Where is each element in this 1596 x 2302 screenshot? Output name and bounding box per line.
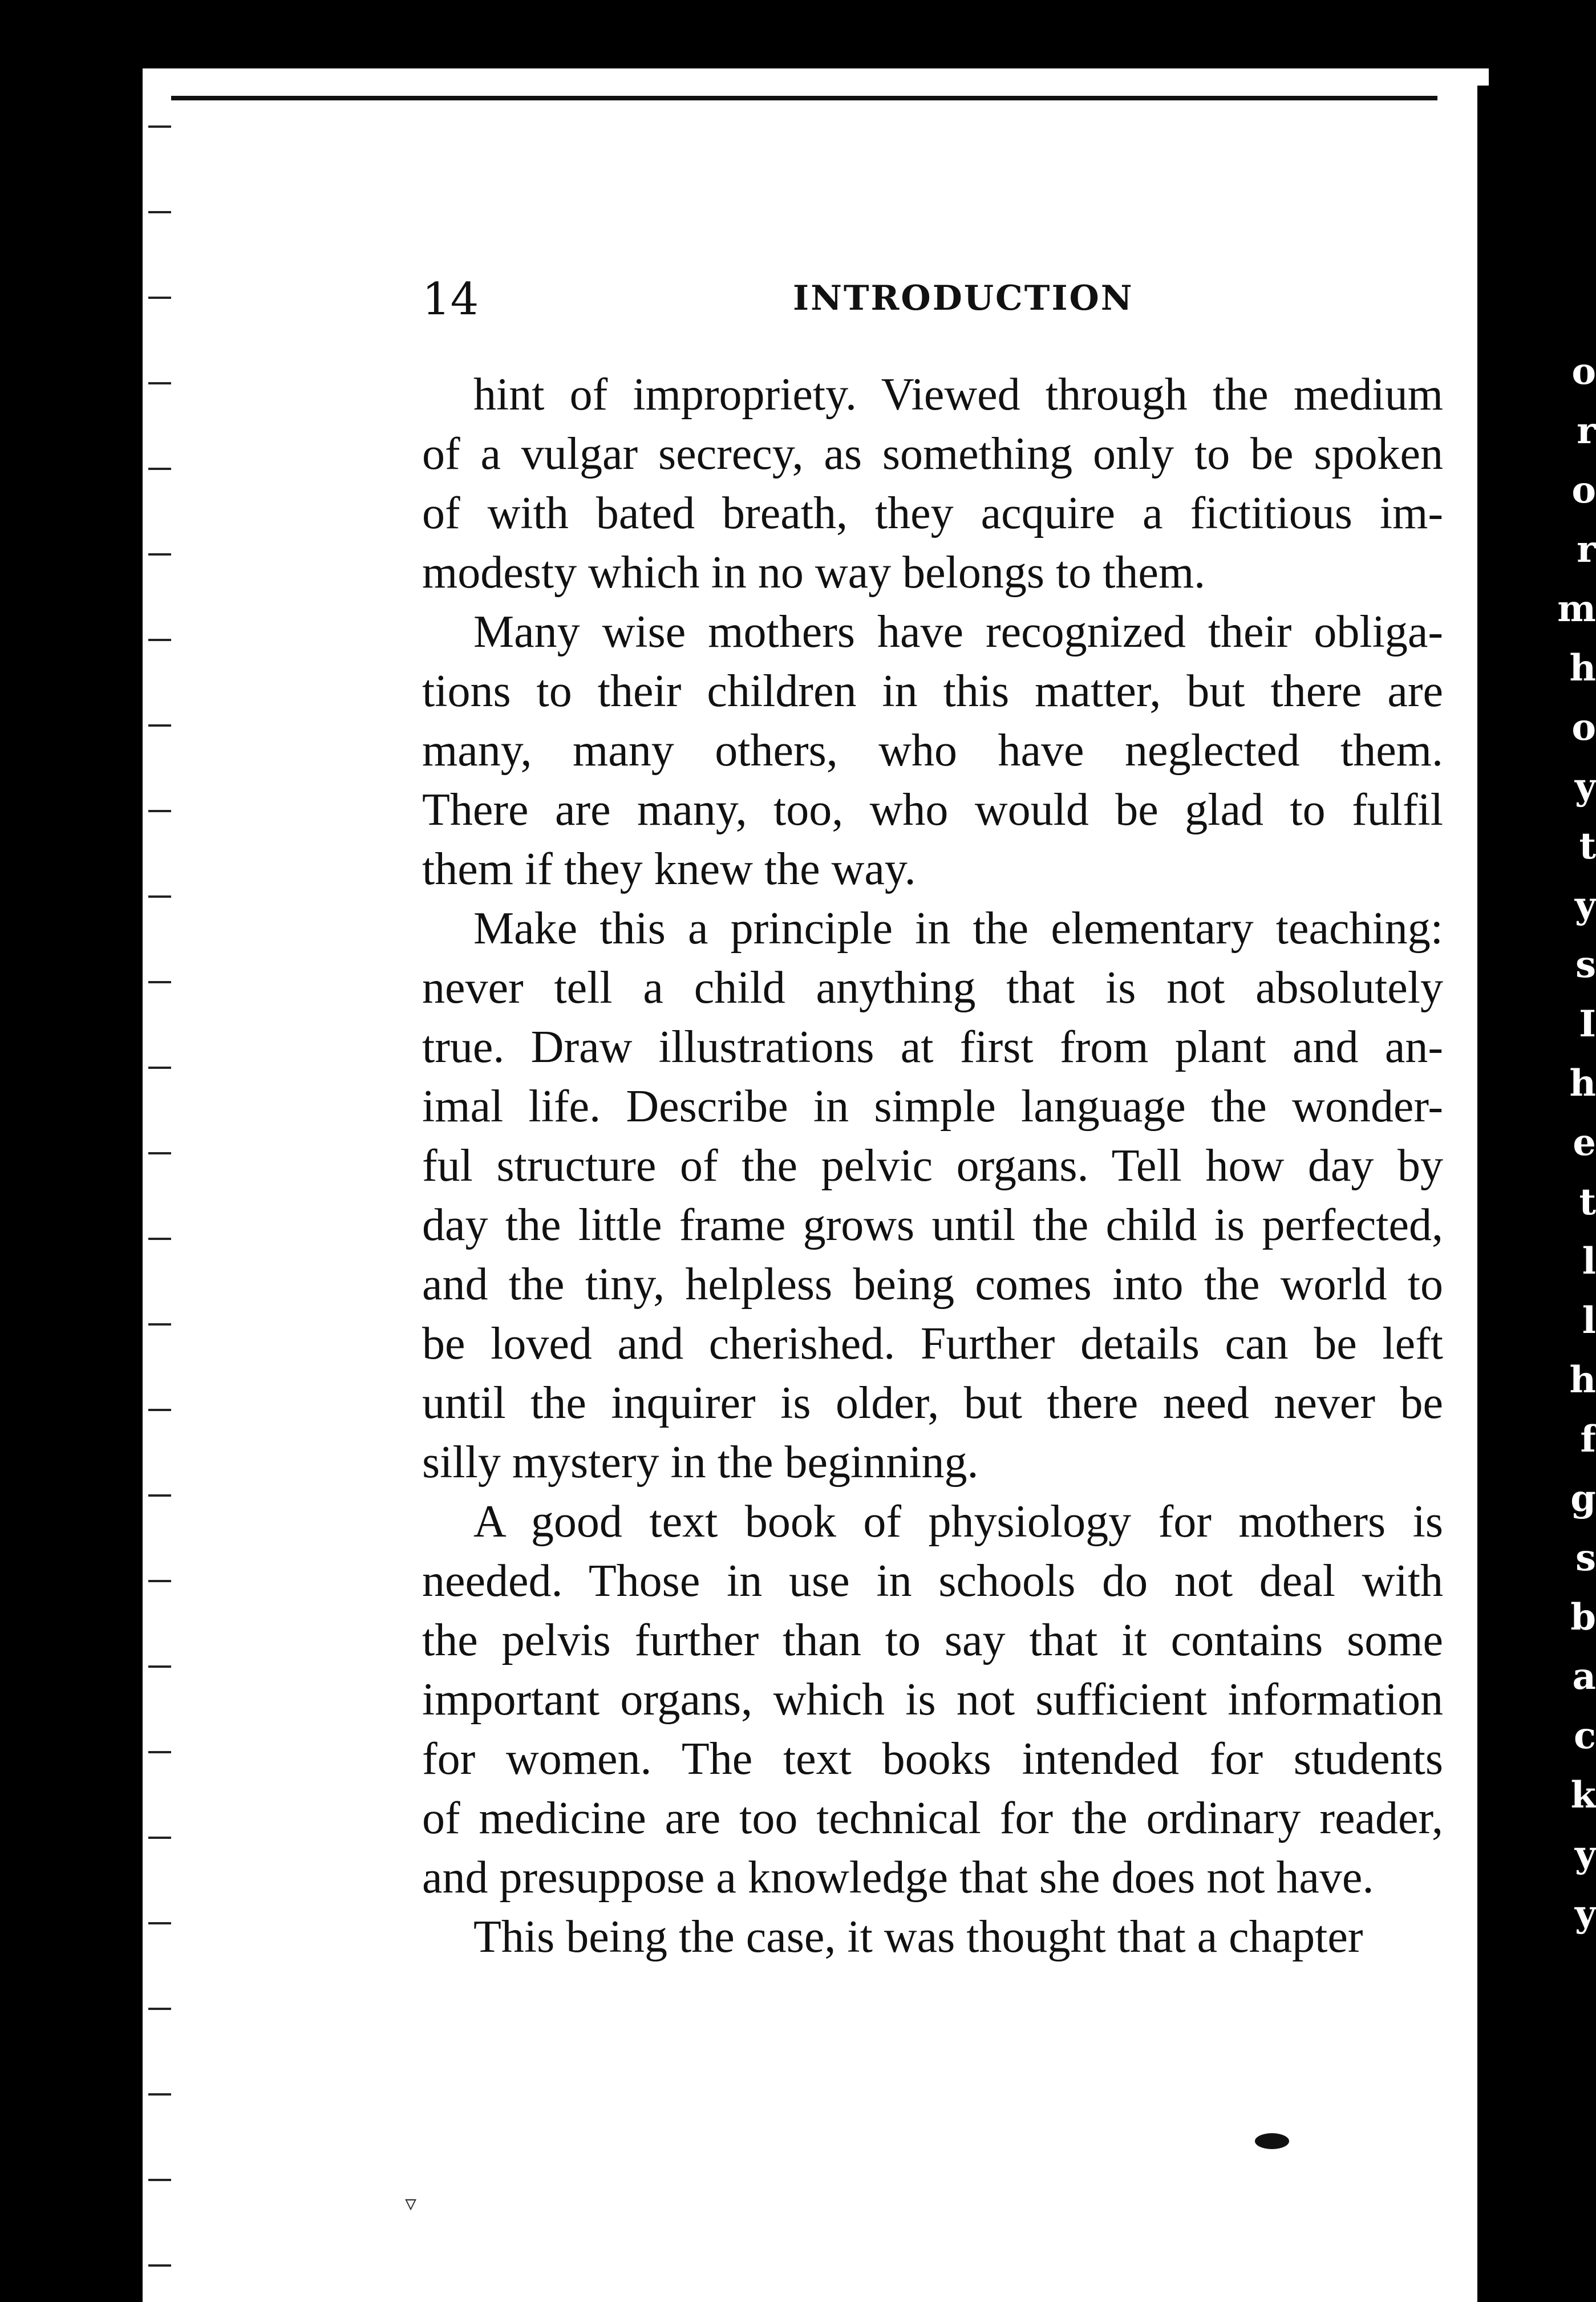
edge-glyph: l	[1582, 1299, 1596, 1342]
text-line: important organs, which is not sufficient information	[422, 1675, 1443, 1725]
edge-glyph: b	[1570, 1596, 1596, 1639]
edge-glyph: l	[1582, 1240, 1596, 1283]
edge-glyph: y	[1574, 1833, 1596, 1876]
edge-glyph: o	[1571, 469, 1596, 512]
edge-glyph: f	[1580, 1418, 1596, 1461]
paragraph	[422, 365, 1443, 602]
paragraph	[422, 1907, 1443, 1967]
edge-glyph: s	[1575, 943, 1596, 986]
ink-blot	[1255, 2133, 1289, 2149]
edge-glyph: y	[1574, 884, 1596, 927]
edge-glyph: s	[1575, 1537, 1596, 1579]
edge-glyph: o	[1571, 706, 1596, 749]
edge-glyph: e	[1573, 1121, 1596, 1164]
edge-glyph: r	[1577, 528, 1596, 571]
edge-glyph: c	[1574, 1715, 1596, 1757]
facing-page-fragments	[1506, 342, 1596, 1944]
text-line: them if they knew the way.	[422, 844, 916, 894]
text-line: of with bated breath, they acquire a fictitious im-	[422, 488, 1443, 538]
text-line: many, many others, who have neglected them.	[422, 726, 1443, 776]
text-line: day the little frame grows until the child is perfected,	[422, 1200, 1443, 1250]
text-line: of medicine are too technical for the ordinary reader,	[422, 1793, 1443, 1843]
text-line: A good text book of physiology for mothers is	[473, 1497, 1443, 1547]
text-line: imal life. Describe in simple language the wonder-	[422, 1081, 1443, 1132]
paragraph	[422, 1492, 1443, 1907]
text-line: true. Draw illustrations at first from plant and an-	[422, 1022, 1443, 1072]
text-line: the pelvis further than to say that it contains some	[422, 1615, 1443, 1665]
paragraph	[422, 899, 1443, 1492]
text-line: Many wise mothers have recognized their obliga-	[473, 607, 1443, 657]
body-text	[422, 365, 1443, 1967]
edge-glyph: t	[1579, 825, 1596, 868]
edge-glyph: h	[1569, 1359, 1596, 1401]
text-line: and the tiny, helpless being comes into the world to	[422, 1259, 1443, 1310]
text-line: modesty which in no way belongs to them.	[422, 548, 1206, 598]
text-line: and presuppose a knowledge that she does not have.	[422, 1853, 1374, 1903]
page-header	[422, 274, 1426, 337]
text-line: tions to their children in this matter, but there are	[422, 666, 1443, 716]
binding-gutter	[148, 91, 171, 2281]
paragraph	[422, 602, 1443, 899]
running-head: INTRODUCTION	[793, 278, 1134, 318]
edge-glyph: y	[1574, 765, 1596, 808]
text-line: Make this a principle in the elementary teaching:	[473, 903, 1443, 954]
page-number: 14	[422, 274, 479, 325]
text-line: of a vulgar secrecy, as something only to be spoken	[422, 429, 1443, 479]
text-line: hint of impropriety. Viewed through the medium	[473, 370, 1443, 420]
text-line: This being the case, it was thought that a chapter	[473, 1912, 1363, 1962]
edge-glyph: h	[1569, 647, 1596, 690]
text-line: for women. The text books intended for students	[422, 1734, 1443, 1784]
page-top-rule	[171, 96, 1437, 100]
edge-glyph: I	[1579, 1003, 1596, 1045]
edge-glyph: m	[1557, 587, 1596, 630]
edge-glyph: k	[1570, 1774, 1596, 1817]
text-line: never tell a child anything that is not absolutely	[422, 963, 1443, 1013]
text-line: silly mystery in the beginning.	[422, 1437, 979, 1488]
text-line: There are many, too, who would be glad to fulfil	[422, 785, 1443, 835]
edge-glyph: r	[1577, 410, 1596, 452]
stray-mark: ▿	[405, 2190, 417, 2216]
edge-glyph: y	[1574, 1892, 1596, 1935]
text-line: be loved and cherished. Further details can be left	[422, 1319, 1443, 1369]
text-line: ful structure of the pelvic organs. Tell how day by	[422, 1141, 1443, 1191]
edge-glyph: a	[1572, 1655, 1596, 1698]
edge-glyph: o	[1571, 350, 1596, 393]
text-line: needed. Those in use in schools do not deal with	[422, 1556, 1443, 1606]
edge-glyph: h	[1569, 1062, 1596, 1105]
edge-glyph: g	[1570, 1477, 1596, 1520]
text-line: until the inquirer is older, but there need never be	[422, 1378, 1443, 1428]
edge-glyph: t	[1579, 1181, 1596, 1223]
